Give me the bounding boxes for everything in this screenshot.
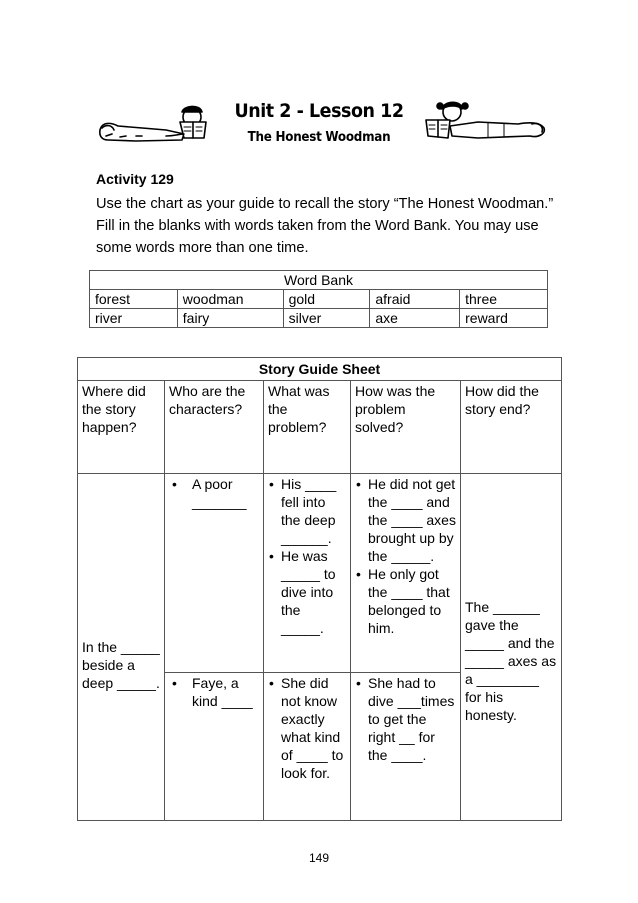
story-guide-header-row [78,381,562,474]
story-subtitle: The Honest Woodman [247,130,391,145]
problem-cell [264,474,351,673]
who-item: • Faye, a kind ____ [169,674,259,710]
word-bank-cell: fairy [177,309,283,328]
story-guide-title: Story Guide Sheet [78,358,562,381]
story-guide-row [78,474,562,673]
solved-cell [351,474,461,673]
solved-item: • He only got the ____ that belonged to him. [355,565,456,637]
problem-cell [264,673,351,821]
end-answer: The ______ gave the _____ and the _____ axes as a ________ for his honesty. [465,599,557,723]
solved-item: • She had to dive ___times to get the right __ for the ____. [355,674,456,764]
solved-cell [351,673,461,821]
column-header-solved: How was the problem solved? [351,381,461,474]
column-header-who: Who are the characters? [165,381,264,474]
word-bank-cell: gold [283,290,370,309]
word-bank-table [89,270,548,328]
where-answer: In the _____ beside a deep _____. [82,639,160,691]
lesson-title: Unit 2 - Lesson 12 [234,100,404,122]
who-cell [165,673,264,821]
who-cell [165,474,264,673]
word-bank-cell: afraid [370,290,460,309]
activity-instructions: Use the chart as your guide to recall the story “The Honest Woodman.” Fill in the blanks with words taken from the Word Bank. You may use some words more than one time. [96,196,554,256]
who-item: • A poor _______ [169,475,259,511]
column-header-problem: What was the problem? [264,381,351,474]
word-bank-title: Word Bank [90,271,548,290]
word-bank-cell: three [460,290,548,309]
word-bank-cell: axe [370,309,460,328]
end-cell [461,474,562,821]
where-cell [78,474,165,821]
activity-label: Activity 129 [96,171,174,187]
word-bank-cell: forest [90,290,178,309]
word-bank-cell: woodman [177,290,283,309]
word-bank-row [90,309,548,328]
problem-item: • She did not know exactly what kind of ____ to look for. [268,674,346,782]
column-header-end: How did the story end? [461,381,562,474]
story-guide-table [77,357,562,821]
word-bank-cell: river [90,309,178,328]
problem-item: • His ____ fell into the deep ______. [268,475,346,547]
column-header-where: Where did the story happen? [78,381,165,474]
word-bank-cell: silver [283,309,370,328]
solved-item: • He did not get the ____ and the ____ axes brought up by the _____. [355,475,456,565]
word-bank-row [90,290,548,309]
word-bank-cell: reward [460,309,548,328]
page-number: 149 [308,851,330,865]
problem-item: • He was _____ to dive into the _____. [268,547,346,637]
